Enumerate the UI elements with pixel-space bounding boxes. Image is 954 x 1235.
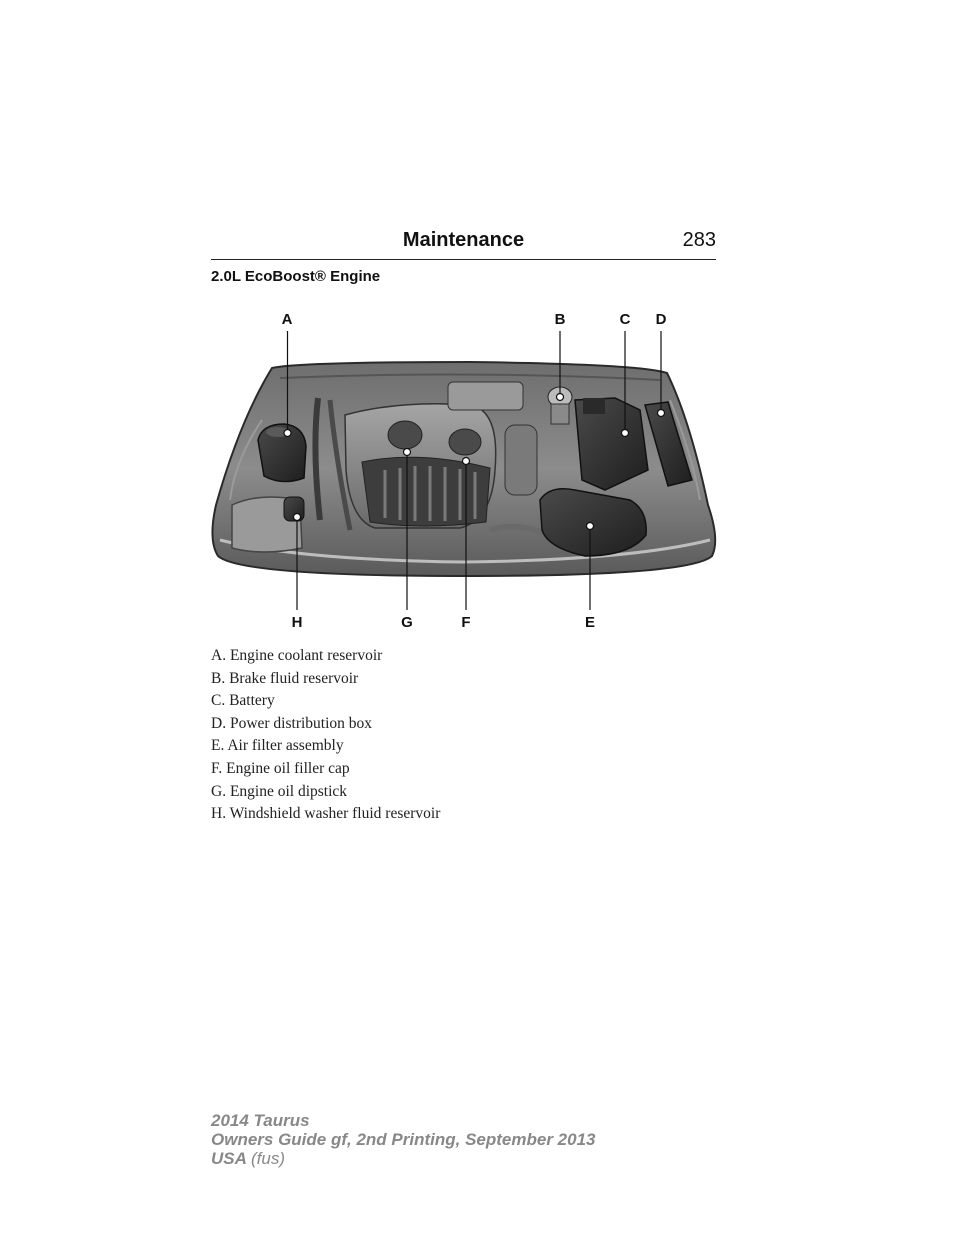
callout-label-d: D <box>655 311 667 328</box>
legend-item: E. Air filter assembly <box>211 737 344 755</box>
legend-item: D. Power distribution box <box>211 714 373 732</box>
footer-edition: Owners Guide gf, 2nd Printing, September 2013 <box>211 1130 596 1149</box>
legend-item: G. Engine oil dipstick <box>211 782 348 800</box>
callout-label-g: G <box>401 614 413 631</box>
component-legend <box>211 645 440 826</box>
footer-region-suffix: (fus) <box>251 1149 285 1168</box>
legend-item: F. Engine oil filler cap <box>211 759 350 777</box>
engine-compartment-figure <box>205 300 725 640</box>
footer-region-main: USA <box>211 1149 247 1168</box>
callout-label-b: B <box>554 311 566 328</box>
page-header-title: Maintenance <box>402 229 525 251</box>
legend-item: C. Battery <box>211 692 275 710</box>
callout-label-h: H <box>291 614 303 631</box>
callout-label-c: C <box>619 311 631 328</box>
footer-model: 2014 Taurus <box>211 1111 310 1130</box>
legend-item: H. Windshield washer fluid reservoir <box>211 805 441 823</box>
callout-label-f: F <box>461 614 471 631</box>
page-number: 283 <box>682 229 716 251</box>
legend-item: A. Engine coolant reservoir <box>211 647 383 664</box>
page-footer <box>211 1111 595 1168</box>
coolant-reservoir <box>258 424 306 482</box>
callout-label-a: A <box>281 311 293 328</box>
washer-fluid-reservoir <box>232 497 304 552</box>
header-rule <box>211 259 716 260</box>
callout-label-e: E <box>584 614 596 631</box>
engine-cover <box>345 404 496 528</box>
legend-item: B. Brake fluid reservoir <box>211 669 359 687</box>
section-heading: 2.0L EcoBoost® Engine <box>211 268 381 285</box>
footer-region <box>211 1149 595 1168</box>
